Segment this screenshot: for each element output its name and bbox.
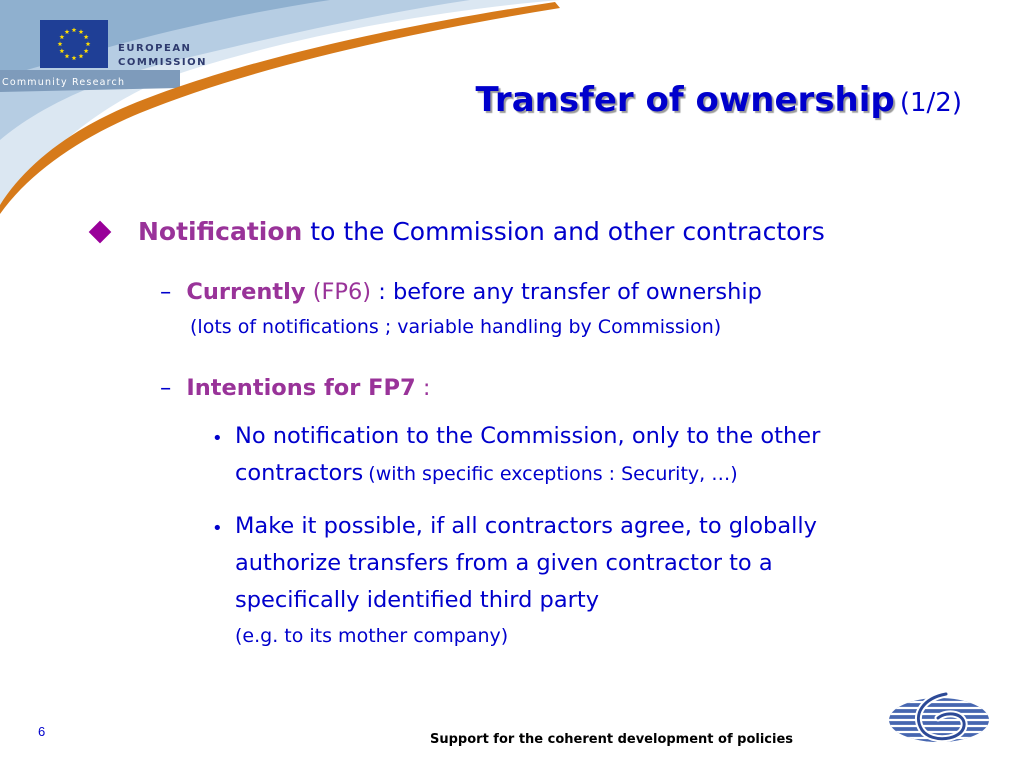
bullet-notification bbox=[138, 217, 825, 246]
item2-note: (e.g. to its mother company) bbox=[235, 625, 509, 647]
title-sub: (1/2) bbox=[899, 88, 962, 118]
item2-line3: specifically identified third party bbox=[235, 587, 600, 613]
currently-rest: : before any transfer of ownership bbox=[378, 279, 762, 305]
sub-bullet-currently bbox=[160, 279, 762, 305]
intentions-colon: : bbox=[422, 375, 431, 401]
intentions-bold: Intentions for FP7 bbox=[186, 375, 416, 401]
item2-line1: Make it possible, if all contractors agree, to globally bbox=[235, 513, 817, 539]
item1-note: (with specific exceptions : Security, …) bbox=[368, 463, 738, 485]
eu-flag-icon bbox=[40, 20, 108, 68]
dot-bullet-icon: • bbox=[212, 518, 223, 539]
page-number: 6 bbox=[38, 724, 46, 739]
bullet-notification-rest: to the Commission and other contractors bbox=[310, 217, 825, 246]
fp6-logo-icon bbox=[884, 680, 1002, 748]
org-name-line2: COMMISSION bbox=[118, 57, 208, 68]
dash-icon: – bbox=[160, 279, 172, 305]
org-subtitle: Community Research bbox=[2, 77, 126, 88]
bullet-notification-bold: Notification bbox=[138, 217, 303, 246]
dot-bullet-icon: • bbox=[212, 428, 223, 449]
org-name-line1: EUROPEAN bbox=[118, 43, 192, 54]
title-main: Transfer of ownership bbox=[475, 80, 895, 120]
currently-bold: Currently bbox=[186, 279, 306, 305]
item1-line2-text: contractors bbox=[235, 460, 364, 486]
currently-paren: (FP6) bbox=[312, 279, 372, 305]
item1-line2 bbox=[235, 460, 738, 486]
item1-line1: No notification to the Commission, only to the other bbox=[235, 423, 821, 449]
dash-icon: – bbox=[160, 375, 172, 401]
slide-title bbox=[475, 80, 962, 120]
currently-note: (lots of notifications ; variable handling by Commission) bbox=[190, 316, 722, 338]
diamond-bullet-icon bbox=[89, 221, 112, 244]
item2-line2: authorize transfers from a given contractor to a bbox=[235, 550, 773, 576]
sub-bullet-intentions bbox=[160, 375, 430, 401]
footer-text: Support for the coherent development of policies bbox=[430, 732, 794, 747]
